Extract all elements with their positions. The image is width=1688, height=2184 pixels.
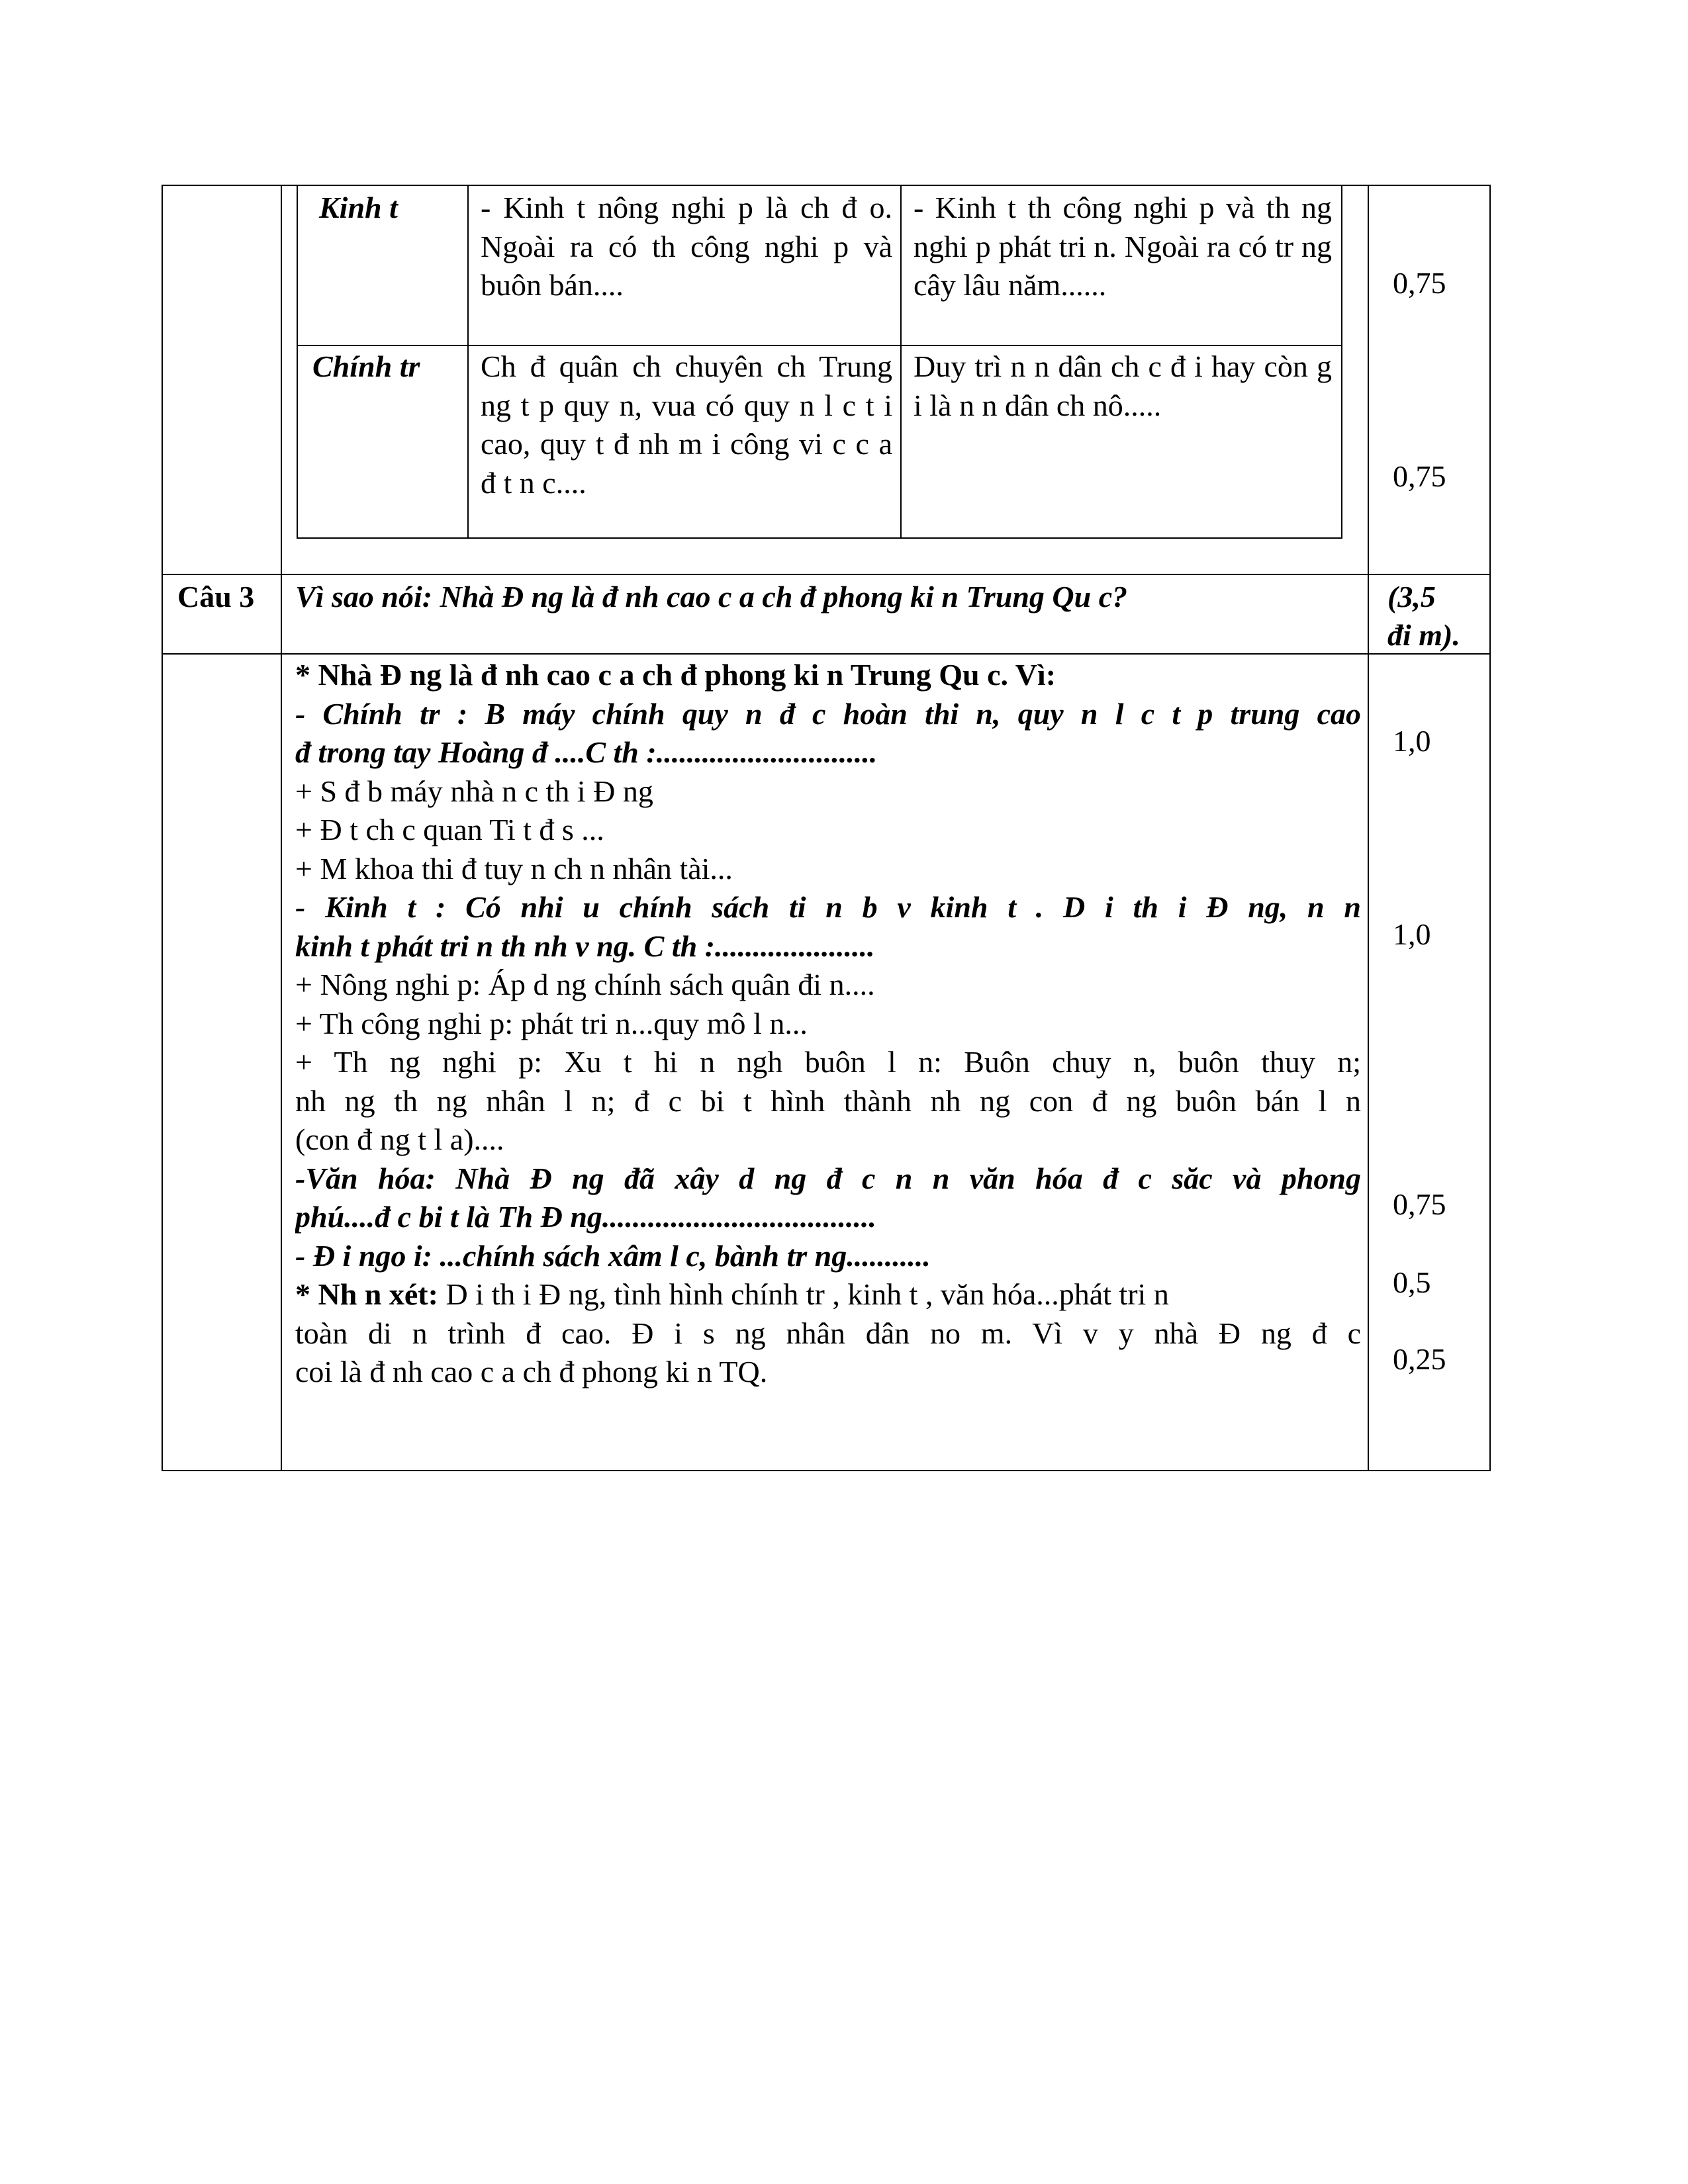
answer-economy-detail: kinh t phát tri n th nh v ng. C th :..................... — [295, 929, 875, 963]
remark-label: * Nh n xét: — [295, 1277, 438, 1311]
answer-economy-item-3-cont: nh ng th ng nhân l n; đ c bi t hình thành nh ng con đ ng buôn bán l n — [295, 1083, 1361, 1118]
column-divider-1 — [281, 186, 282, 1470]
economy-east-text: - Kinh t nông nghi p là ch đ o. Ngoài ra có th công nghi p và buôn bán.... — [481, 191, 892, 302]
answer-economy-item-2: + Th công nghi p: phát tri n...quy mô l n... — [295, 1006, 808, 1040]
score-politics-answer: 1,0 — [1393, 724, 1431, 758]
row-label-economy: Kinh t — [319, 191, 398, 224]
row-divider-2 — [163, 653, 1489, 655]
answer-politics-item-1: + S đ b máy nhà n c th i Đ ng — [295, 774, 653, 808]
row-divider-1 — [163, 574, 1489, 575]
answer-economy-item-3: + Th ng nghi p: Xu t hi n ngh buôn l n: Buôn chuy n, buôn thuy n; — [295, 1045, 1361, 1079]
politics-east-text: Ch đ quân ch chuyên ch Trung ng t p quy n, vua có quy n l c t i cao, quy t đ nh m i công vi c c a đ t n c.... — [481, 349, 892, 500]
column-divider-2 — [1368, 186, 1369, 1470]
answer-economy-item-1: + Nông nghi p: Áp d ng chính sách quân đi n.... — [295, 968, 875, 1001]
answer-economy-item-3-end: (con đ ng t l a).... — [295, 1122, 504, 1156]
question-points-unit: đi m). — [1387, 618, 1460, 652]
score-economy-answer: 1,0 — [1393, 917, 1431, 951]
answer-remark — [295, 1275, 1361, 1314]
answer-foreign-policy: - Đ i ngo i: ...chính sách xâm l c, bành tr ng........... — [295, 1238, 931, 1273]
question-label: Câu 3 — [177, 580, 255, 614]
answer-remark-end: coi là đ nh cao c a ch đ phong ki n TQ. — [295, 1355, 768, 1388]
answer-culture-intro: -Văn hóa: Nhà Đ ng đã xây d ng đ c n n văn hóa đ c săc và phong — [295, 1161, 1361, 1195]
score-remark-answer: 0,5 — [1393, 1265, 1431, 1299]
score-politics: 0,75 — [1393, 459, 1446, 493]
comparison-table — [297, 186, 1342, 539]
comparison-divider-2 — [900, 186, 902, 537]
answer-remark-cont: toàn di n trình đ cao. Đ i s ng nhân dân no m. Vì v y nhà Đ ng đ c — [295, 1316, 1361, 1350]
comparison-divider-1 — [467, 186, 469, 537]
score-culture-answer: 0,75 — [1393, 1187, 1446, 1221]
remark-text: D i th i Đ ng, tình hình chính tr , kinh t , văn hóa...phát tri n — [438, 1277, 1169, 1311]
politics-west-text: Duy trì n n dân ch c đ i hay còn g i là n n dân ch nô..... — [914, 349, 1332, 422]
score-conclusion-answer: 0,25 — [1393, 1342, 1446, 1376]
answer-heading: * Nhà Đ ng là đ nh cao c a ch đ phong ki n Trung Qu c. Vì: — [295, 658, 1056, 692]
score-economy: 0,75 — [1393, 266, 1446, 300]
grading-table — [162, 185, 1491, 1471]
comparison-row-divider — [298, 345, 1341, 346]
question-points-value: (3,5 — [1387, 580, 1436, 614]
question-text: Vì sao nói: Nhà Đ ng là đ nh cao c a ch đ phong ki n Trung Qu c? — [295, 580, 1128, 614]
answer-politics-item-3: + M khoa thi đ tuy n ch n nhân tài... — [295, 851, 733, 886]
economy-west-text: - Kinh t th công nghi p và th ng nghi p phát tri n. Ngoài ra có tr ng cây lâu năm...... — [914, 191, 1332, 302]
row-label-politics: Chính tr — [312, 349, 420, 383]
answer-culture-detail: phú....đ c bi t là Th Đ ng.................................... — [295, 1200, 876, 1234]
answer-economy-intro: - Kinh t : Có nhi u chính sách ti n b v kinh t . D i th i Đ ng, n n — [295, 890, 1361, 924]
answer-politics-intro: - Chính tr : B máy chính quy n đ c hoàn thi n, quy n l c t p trung cao — [295, 696, 1361, 731]
answer-body — [295, 656, 1361, 1392]
answer-politics-detail: đ trong tay Hoàng đ ....C th :............................. — [295, 735, 878, 769]
answer-politics-item-2: + Đ t ch c quan Ti t đ s ... — [295, 813, 604, 846]
